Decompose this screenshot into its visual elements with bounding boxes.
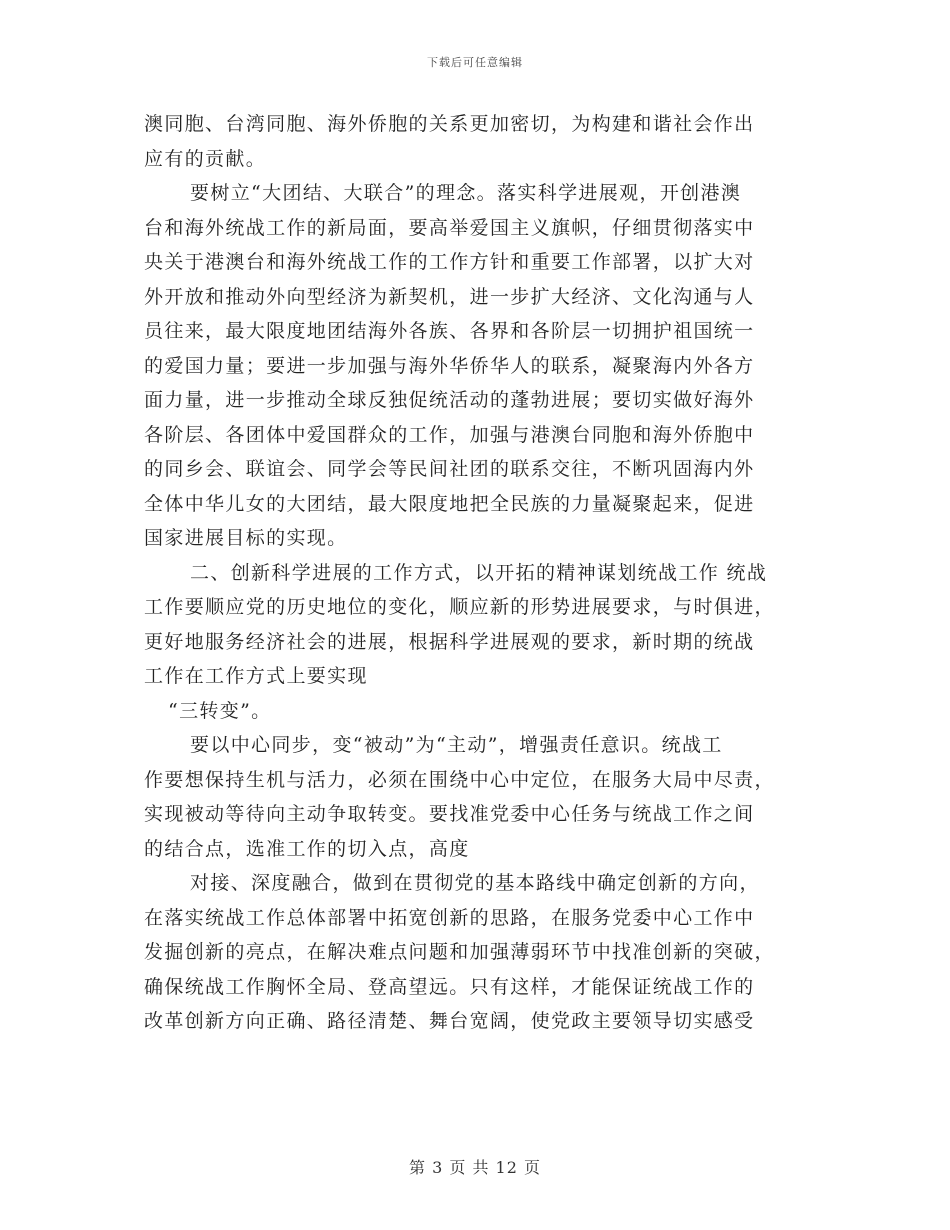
text-line: 实现被动等待向主动争取转变。要找准党委中心任务与统战工作之间 [144, 803, 755, 825]
text-line: “三转变”。 [168, 699, 272, 722]
text-line: 应有的贡献。 [144, 147, 267, 170]
text-line: 工作在工作方式上要实现 [144, 665, 368, 687]
text-line: 澳同胞、台湾同胞、海外侨胞的关系更加密切，为构建和谐社会作出 [144, 113, 755, 135]
text-line: 央关于港澳台和海外统战工作的工作方针和重要工作部署，以扩大对 [144, 251, 755, 273]
document-body [144, 107, 794, 1039]
text-line: 在落实统战工作总体部署中拓宽创新的思路，在服务党委中心工作中 [144, 906, 755, 929]
text-line: 的结合点，选准工作的切入点，高度 [144, 837, 470, 860]
paragraph-start-line: 要以中心同步，变“被动”为“主动”，增强责任意识。统战工 [190, 734, 723, 756]
section-heading-line: 二、创新科学进展的工作方式，以开拓的精神谋划统战工作 统战 [190, 561, 768, 584]
text-line: 国家进展目标的实现。 [144, 527, 348, 549]
text-line: 发掘创新的亮点，在解决难点问题和加强薄弱环节中找准创新的突破， [144, 941, 775, 963]
text-line: 员往来，最大限度地团结海外各族、各界和各阶层一切拥护祖国统一 [144, 320, 755, 342]
text-line: 全体中华儿女的大团结，最大限度地把全民族的力量凝聚起来，促进 [144, 492, 755, 515]
text-line: 的同乡会、联谊会、同学会等民间社团的联系交往，不断巩固海内外 [144, 458, 755, 480]
text-line: 更好地服务经济社会的进展，根据科学进展观的要求，新时期的统战 [144, 630, 755, 653]
text-line: 改革创新方向正确、路径清楚、舞台宽阔，使党政主要领导切实感受 [144, 1010, 755, 1032]
paragraph-start-line: 对接、深度融合，做到在贯彻党的基本路线中确定创新的方向， [190, 872, 760, 894]
text-line: 台和海外统战工作的新局面，要高举爱国主义旗帜，仔细贯彻落实中 [144, 216, 755, 239]
text-line: 各阶层、各团体中爱国群众的工作，加强与港澳台同胞和海外侨胞中 [144, 423, 755, 446]
text-line: 面力量，进一步推动全球反独促统活动的蓬勃进展；要切实做好海外 [144, 389, 755, 411]
text-line: 确保统战工作胸怀全局、登高望远。只有这样，才能保证统战工作的 [144, 975, 755, 998]
page-number-footer: 第 3 页 共 12 页 [409, 1158, 541, 1177]
page-header: 下载后可任意编辑 [427, 56, 523, 69]
text-line: 作要想保持生机与活力，必须在围绕中心中定位，在服务大局中尽责， [144, 768, 775, 791]
text-line: 外开放和推动外向型经济为新契机，进一步扩大经济、文化沟通与人 [144, 285, 755, 308]
text-line: 的爱国力量；要进一步加强与海外华侨华人的联系，凝聚海内外各方 [144, 354, 755, 377]
paragraph-start-line: 要树立“大团结、大联合”的理念。落实科学进展观，开创港澳 [190, 182, 742, 204]
text-line: 工作要顺应党的历史地位的变化，顺应新的形势进展要求，与时俱进， [144, 596, 775, 618]
